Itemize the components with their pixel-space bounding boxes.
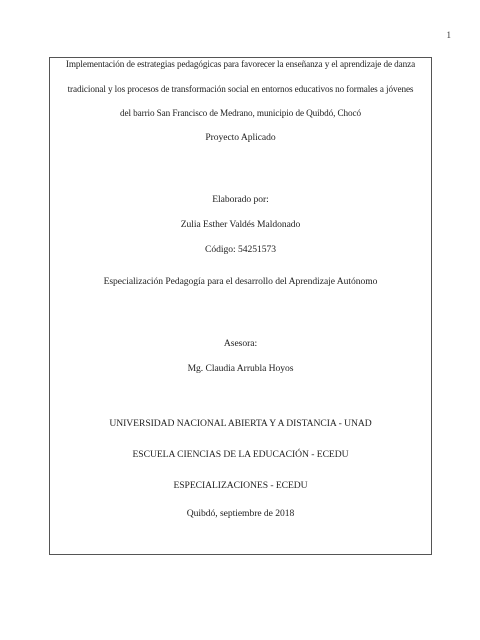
page-number: 1 (446, 30, 451, 40)
school-name: ESCUELA CIENCIAS DE LA EDUCACIÓN - ECEDU (132, 449, 349, 460)
project-type: Proyecto Aplicado (205, 132, 276, 143)
document-title-line-1: Implementación de estrategias pedagógicas para favorecer la enseñanza y el aprendizaje de danza (65, 59, 416, 69)
place-date: Quibdó, septiembre de 2018 (186, 508, 295, 519)
author-label: Elaborado por: (212, 194, 269, 205)
advisor-name: Mg. Claudia Arrubla Hoyos (187, 363, 294, 374)
document-title-line-3: del barrio San Francisco de Medrano, municipio de Quibdó, Chocó (120, 108, 361, 118)
author-name: Zulia Esther Valdés Maldonado (180, 219, 301, 230)
author-code: Código: 54251573 (205, 244, 276, 255)
advisor-label: Asesora: (223, 338, 258, 349)
university-name: UNIVERSIDAD NACIONAL ABIERTA Y A DISTANCIA - UNAD (109, 418, 372, 429)
document-title-line-2: tradicional y los procesos de transformación social en entornos educativos no formales a jóvenes (67, 84, 414, 94)
program-name: Especialización Pedagogía para el desarrollo del Aprendizaje Autónomo (103, 276, 378, 287)
unit-name: ESPECIALIZACIONES - ECEDU (173, 480, 308, 491)
